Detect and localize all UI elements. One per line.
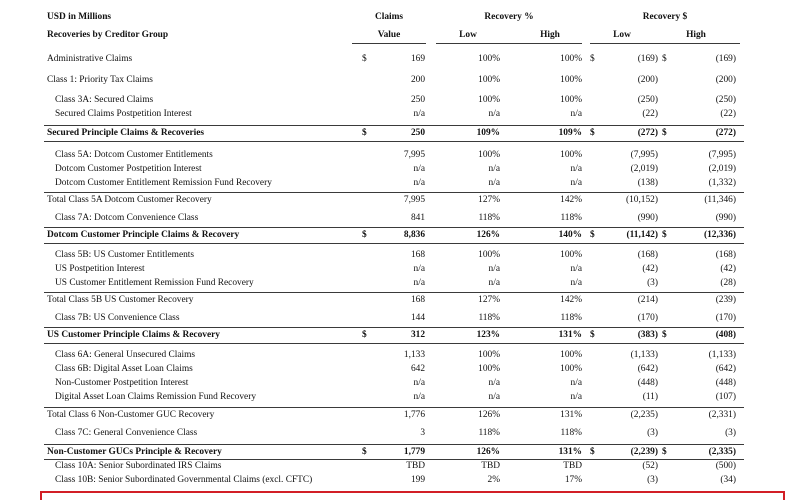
cell-high-usd: (448) (715, 378, 736, 388)
cell-low-usd: (169) (637, 54, 658, 64)
cell-low-usd: (7,995) (630, 150, 658, 160)
cell-low-usd: (383) (637, 330, 658, 340)
cell-claims: 1,133 (403, 350, 425, 360)
row-label: Class 10B: Senior Subordinated Governmental Claims (excl. CFTC) (55, 475, 313, 485)
cell-high-pct: 100% (560, 75, 582, 85)
cell-high-usd: (272) (715, 128, 736, 138)
cell-high-usd: (500) (715, 461, 736, 471)
row-label: Dotcom Customer Postpetition Interest (55, 164, 202, 174)
cell-dollar2: $ (590, 230, 595, 240)
cell-high-pct: n/a (570, 178, 582, 188)
cell-claims: 168 (410, 295, 425, 305)
cell-low-usd: (214) (637, 295, 658, 305)
cell-claims: n/a (413, 178, 425, 188)
cell-low-usd: (250) (637, 95, 658, 105)
cell-dollar1: $ (362, 330, 367, 340)
row-divider (44, 327, 744, 328)
cell-high-pct: 100% (560, 150, 582, 160)
row-label: Non-Customer Postpetition Interest (55, 378, 189, 388)
cell-low-pct: 123% (476, 330, 500, 340)
cell-low-usd: (42) (642, 264, 658, 274)
unit-label: USD in Millions (47, 12, 112, 22)
cell-low-pct: 118% (478, 313, 500, 323)
highlight-box (40, 491, 785, 500)
low-pct-header: Low (459, 30, 477, 40)
cell-claims: n/a (413, 278, 425, 288)
cell-claims: 169 (410, 54, 425, 64)
row-label: Class 3A: Secured Claims (55, 95, 154, 105)
cell-high-pct: 109% (558, 128, 582, 138)
cell-high-usd: (642) (715, 364, 736, 374)
cell-claims: n/a (413, 264, 425, 274)
cell-high-usd: (34) (720, 475, 736, 485)
cell-high-pct: 131% (558, 330, 582, 340)
cell-high-pct: n/a (570, 392, 582, 402)
row-label: Dotcom Customer Entitlement Remission Fund Recovery (55, 178, 272, 188)
cell-high-usd: (250) (715, 95, 736, 105)
cell-low-usd: (2,019) (630, 164, 658, 174)
value-header: Value (377, 30, 401, 40)
row-label: Dotcom Customer Principle Claims & Recovery (47, 230, 240, 240)
cell-high-usd: (1,332) (708, 178, 736, 188)
cell-high-usd: (168) (715, 250, 736, 260)
row-divider (44, 227, 744, 228)
cell-low-usd: (272) (637, 128, 658, 138)
cell-high-pct: 100% (560, 95, 582, 105)
cell-high-usd: (42) (720, 264, 736, 274)
cell-high-usd: (11,346) (704, 195, 736, 205)
cell-low-usd: (200) (637, 75, 658, 85)
row-label: Total Class 6 Non-Customer GUC Recovery (47, 410, 215, 420)
recovery-usd-header: Recovery $ (642, 12, 688, 22)
cell-claims: 250 (410, 95, 425, 105)
cell-low-pct: 127% (478, 295, 500, 305)
cell-dollar1: $ (362, 230, 367, 240)
cell-low-usd: (3) (647, 278, 658, 288)
cell-high-usd: (170) (715, 313, 736, 323)
cell-dollar2: $ (590, 128, 595, 138)
cell-high-pct: 118% (560, 213, 582, 223)
cell-dollar3: $ (662, 128, 667, 138)
cell-low-usd: (11) (642, 392, 658, 402)
cell-high-usd: (1,133) (708, 350, 736, 360)
row-divider (44, 407, 744, 408)
cell-high-usd: (200) (715, 75, 736, 85)
cell-low-pct: 109% (476, 128, 500, 138)
cell-claims: n/a (413, 378, 425, 388)
cell-low-pct: n/a (488, 164, 500, 174)
high-pct-header: High (540, 30, 560, 40)
cell-low-usd: (2,239) (630, 447, 658, 457)
row-label: Administrative Claims (47, 54, 133, 64)
cell-claims: 1,776 (403, 410, 425, 420)
cell-high-usd: (408) (715, 330, 736, 340)
cell-low-usd: (3) (647, 428, 658, 438)
cell-low-pct: 100% (478, 150, 500, 160)
row-label: US Customer Entitlement Remission Fund Recovery (55, 278, 254, 288)
cell-low-usd: (11,142) (626, 230, 658, 240)
row-label: Non-Customer GUCs Principle & Recovery (47, 447, 222, 457)
cell-low-usd: (990) (637, 213, 658, 223)
cell-high-pct: n/a (570, 109, 582, 119)
claims-header: Claims (374, 12, 404, 22)
cell-high-usd: (7,995) (708, 150, 736, 160)
cell-low-pct: 118% (478, 428, 500, 438)
cell-claims: 250 (410, 128, 425, 138)
cell-dollar2: $ (590, 330, 595, 340)
cell-claims: n/a (413, 164, 425, 174)
row-label: Class 5B: US Customer Entitlements (55, 250, 195, 260)
recovery-pct-header: Recovery % (484, 12, 534, 22)
row-label: Total Class 5A Dotcom Customer Recovery (47, 195, 212, 205)
cell-low-usd: (3) (647, 475, 658, 485)
row-divider (44, 141, 744, 142)
cell-low-pct: 126% (476, 447, 500, 457)
cell-high-usd: (107) (715, 392, 736, 402)
cell-high-pct: n/a (570, 164, 582, 174)
cell-dollar1: $ (362, 128, 367, 138)
cell-high-pct: 118% (560, 313, 582, 323)
cell-claims: 144 (410, 313, 425, 323)
cell-low-pct: 100% (478, 75, 500, 85)
cell-claims: 200 (410, 75, 425, 85)
cell-high-usd: (2,331) (708, 410, 736, 420)
row-label: US Customer Principle Claims & Recovery (47, 330, 220, 340)
cell-low-pct: n/a (488, 264, 500, 274)
cell-low-pct: n/a (488, 392, 500, 402)
cell-high-pct: 17% (564, 475, 582, 485)
cell-high-pct: 142% (560, 195, 582, 205)
cell-low-usd: (2,235) (630, 410, 658, 420)
row-divider (44, 292, 744, 293)
cell-claims: 1,779 (403, 447, 425, 457)
low-usd-header: Low (613, 30, 631, 40)
row-label: Class 10A: Senior Subordinated IRS Claims (55, 461, 222, 471)
row-label: US Postpetition Interest (55, 264, 145, 274)
cell-claims: TBD (406, 461, 425, 471)
cell-dollar2: $ (590, 447, 595, 457)
cell-low-pct: 100% (478, 350, 500, 360)
row-divider (352, 43, 426, 44)
cell-claims: 168 (410, 250, 425, 260)
cell-high-pct: 140% (558, 230, 582, 240)
cell-high-pct: TBD (563, 461, 582, 471)
row-divider (44, 243, 744, 244)
cell-low-pct: n/a (488, 378, 500, 388)
cell-low-usd: (10,152) (625, 195, 658, 205)
cell-high-pct: n/a (570, 278, 582, 288)
row-divider (44, 343, 744, 344)
cell-dollar1: $ (362, 447, 367, 457)
cell-claims: 7,995 (403, 150, 425, 160)
cell-low-usd: (170) (637, 313, 658, 323)
cell-claims: 8,836 (403, 230, 425, 240)
row-divider (44, 192, 744, 193)
cell-low-pct: 118% (478, 213, 500, 223)
subtitle-label: Recoveries by Creditor Group (47, 30, 169, 40)
cell-high-pct: 142% (560, 295, 582, 305)
row-divider (44, 444, 744, 445)
high-usd-header: High (686, 30, 706, 40)
cell-high-usd: (990) (715, 213, 736, 223)
cell-low-pct: 127% (478, 195, 500, 205)
row-label: Class 6B: Digital Asset Loan Claims (55, 364, 193, 374)
cell-low-usd: (1,133) (630, 350, 658, 360)
cell-dollar3: $ (662, 330, 667, 340)
cell-low-usd: (138) (637, 178, 658, 188)
row-label: Class 7C: General Convenience Class (55, 428, 198, 438)
cell-high-usd: (2,335) (708, 447, 736, 457)
cell-low-pct: 126% (476, 230, 500, 240)
cell-claims: n/a (413, 392, 425, 402)
cell-high-pct: n/a (570, 378, 582, 388)
cell-claims: 7,995 (403, 195, 425, 205)
cell-dollar3: $ (662, 447, 667, 457)
row-label: Total Class 5B US Customer Recovery (47, 295, 194, 305)
cell-high-usd: (2,019) (708, 164, 736, 174)
cell-low-pct: 100% (478, 54, 500, 64)
row-label: Secured Claims Postpetition Interest (55, 109, 192, 119)
cell-high-usd: (12,336) (703, 230, 736, 240)
row-divider (44, 125, 744, 126)
cell-claims: 841 (410, 213, 425, 223)
cell-low-pct: n/a (488, 109, 500, 119)
row-divider (436, 43, 582, 44)
cell-high-pct: 118% (560, 428, 582, 438)
cell-low-pct: TBD (481, 461, 500, 471)
row-label: Class 1: Priority Tax Claims (47, 75, 153, 85)
cell-high-usd: (3) (725, 428, 736, 438)
cell-claims: 642 (410, 364, 425, 374)
cell-dollar3: $ (662, 54, 667, 64)
cell-low-usd: (52) (642, 461, 658, 471)
cell-low-usd: (642) (637, 364, 658, 374)
cell-low-pct: 100% (478, 364, 500, 374)
cell-low-usd: (448) (637, 378, 658, 388)
cell-low-pct: 126% (478, 410, 500, 420)
cell-dollar3: $ (662, 230, 667, 240)
cell-low-usd: (168) (637, 250, 658, 260)
cell-high-usd: (28) (720, 278, 736, 288)
cell-high-pct: 100% (560, 350, 582, 360)
cell-low-pct: 100% (478, 95, 500, 105)
cell-high-pct: 100% (560, 54, 582, 64)
row-label: Class 7A: Dotcom Convenience Class (55, 213, 199, 223)
cell-dollar2: $ (590, 54, 595, 64)
cell-high-pct: 100% (560, 364, 582, 374)
cell-high-pct: n/a (570, 264, 582, 274)
cell-high-pct: 100% (560, 250, 582, 260)
row-label: Secured Principle Claims & Recoveries (47, 128, 205, 138)
cell-dollar1: $ (362, 54, 367, 64)
cell-high-usd: (169) (715, 54, 736, 64)
row-label: Class 5A: Dotcom Customer Entitlements (55, 150, 213, 160)
cell-claims: 3 (420, 428, 425, 438)
row-divider (590, 43, 740, 44)
row-label: Class 6A: General Unsecured Claims (55, 350, 196, 360)
cell-low-pct: 2% (487, 475, 500, 485)
cell-low-pct: 100% (478, 250, 500, 260)
cell-high-pct: 131% (558, 447, 582, 457)
cell-claims: n/a (413, 109, 425, 119)
cell-high-pct: 131% (560, 410, 582, 420)
cell-low-pct: n/a (488, 278, 500, 288)
cell-claims: 312 (410, 330, 425, 340)
cell-high-usd: (239) (715, 295, 736, 305)
cell-low-pct: n/a (488, 178, 500, 188)
cell-claims: 199 (410, 475, 425, 485)
row-label: Class 7B: US Convenience Class (55, 313, 180, 323)
row-label: Digital Asset Loan Claims Remission Fund Recovery (55, 392, 257, 402)
cell-low-usd: (22) (642, 109, 658, 119)
cell-high-usd: (22) (720, 109, 736, 119)
row-divider (44, 459, 744, 460)
